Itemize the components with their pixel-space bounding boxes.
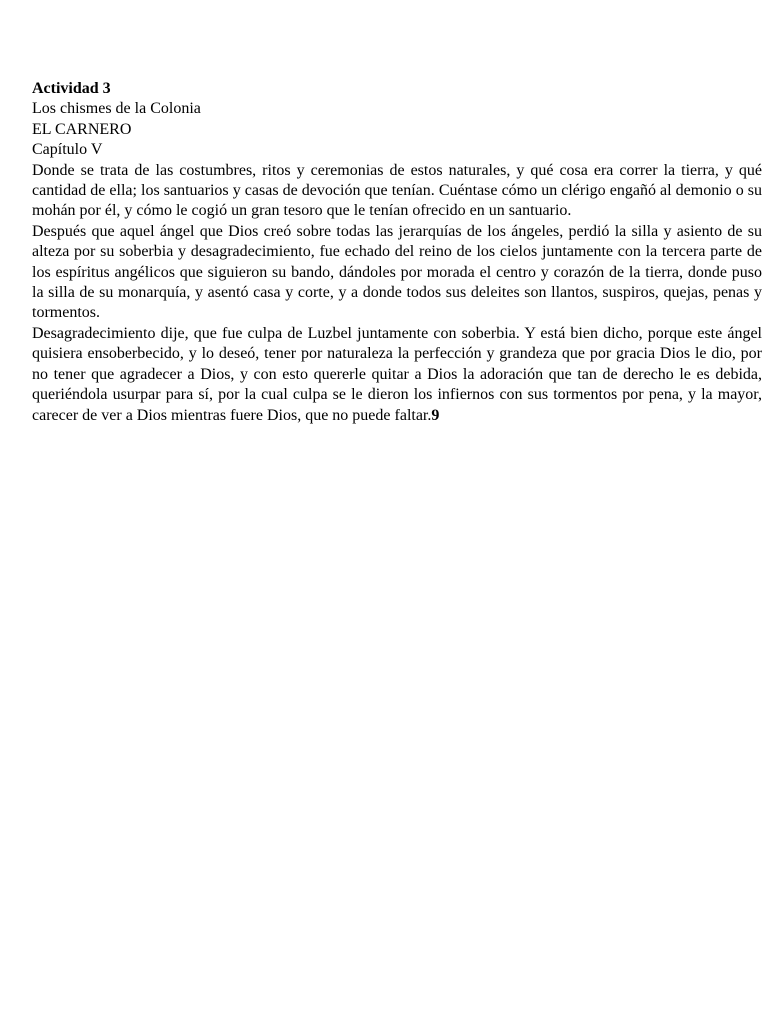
paragraph-luzbel-text: Desagradecimiento dije, que fue culpa de Luzbel juntamente con soberbia. Y está bien dicho, porque este ángel quisiera ensoberbecido, y lo deseó, tener por naturaleza la perfección y grandeza que por gracia Dios le dio, por no tener que agradecer a Dios, y con esto quererle quitar a Dios la adoración que tan de derecho le es debida, queriéndola usurpar para sí, por la cual culpa se le dieron los infiernos con sus tormentos por pena, y la mayor, carecer de ver a Dios mientras fuere Dios, que no puede faltar. [32, 324, 762, 424]
chapter-heading: Capítulo V [32, 141, 103, 159]
book-title: EL CARNERO [32, 120, 132, 138]
document-subtitle: Los chismes de la Colonia [32, 100, 201, 118]
document-page [32, 79, 762, 426]
paragraph-luzbel [32, 324, 762, 426]
activity-title: Actividad 3 [32, 80, 111, 97]
paragraph-angel: Después que aquel ángel que Dios creó sobre todas las jerarquías de los ángeles, perdió la silla y asiento de su alteza por su soberbia y desagradecimiento, fue echado del reino de los cielos juntamente con la tercera parte de los espíritus angélicos que siguieron su bando, dándoles por morada el centro y corazón de la tierra, donde puso la silla de su monarquía, y asentó casa y corte, y a donde todos sus deleites son llantos, suspiros, quejas, penas y tormentos. [32, 222, 762, 322]
page-number: 9 [431, 406, 440, 424]
paragraph-summary: Donde se trata de las costumbres, ritos y ceremonias de estos naturales, y qué cosa era correr la tierra, y qué cantidad de ella; los santuarios y casas de devoción que tenían. Cuéntase cómo un clérigo engañó al demonio o su mohán por él, y cómo le cogió un gran tesoro que le tenían ofrecido en un santuario. [32, 161, 762, 220]
